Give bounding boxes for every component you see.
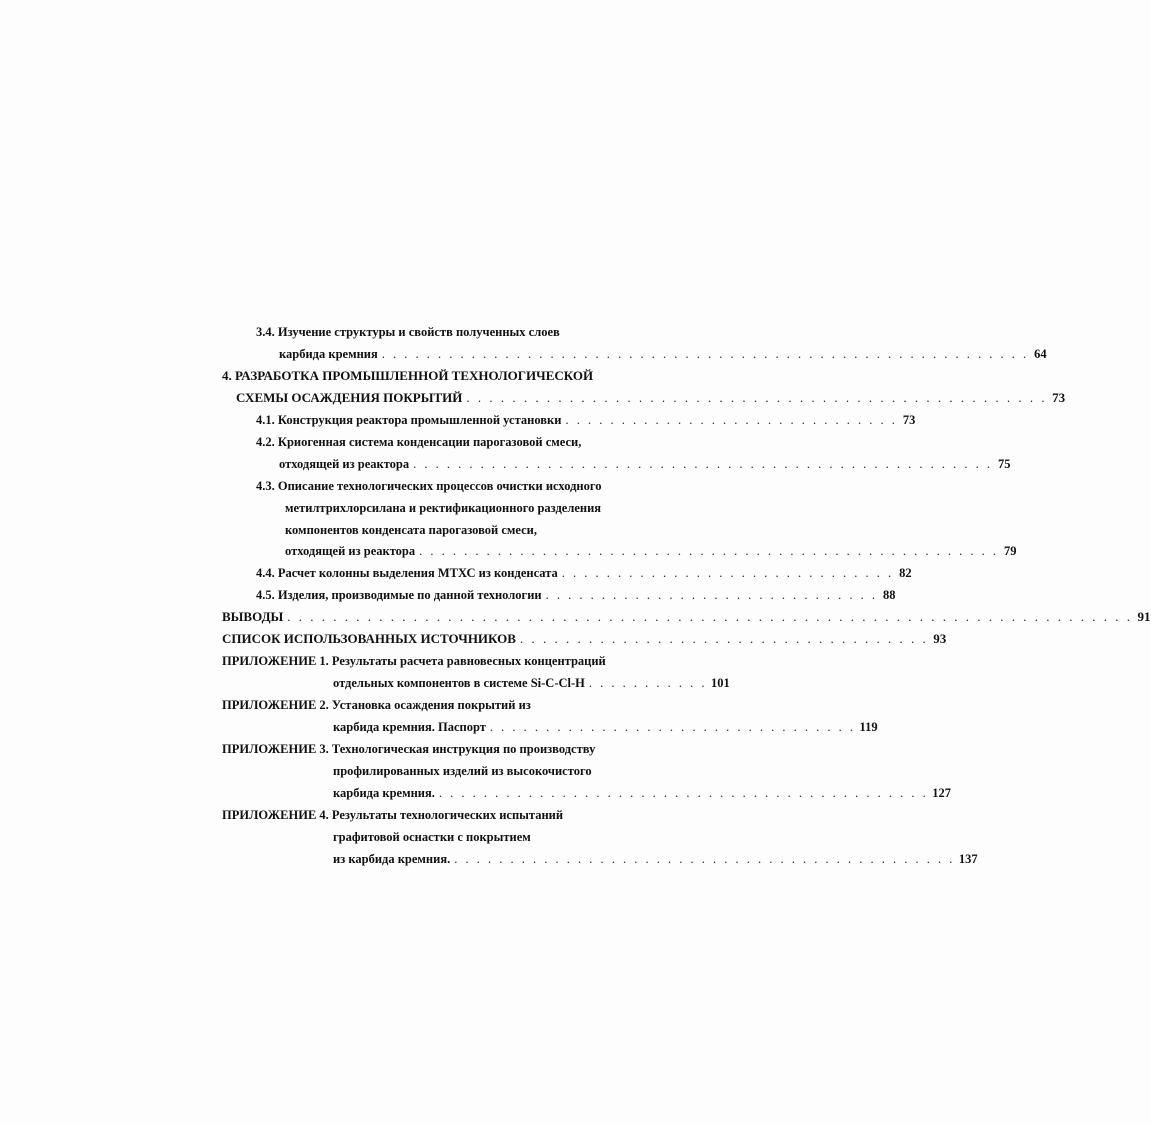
dot-leader: . . . . . . . . . . . . . . . . . . . . . . . . . . . . . . . . . . . . . . . . . . . . . . . . . . . . . . . . . . . . . . . . . . . . . . . . . . [287,609,1133,624]
toc-entry-text: СХЕМЫ ОСАЖДЕНИЯ ПОКРЫТИЙ [236,390,463,405]
dot-leader: . . . . . . . . . . . . . . . . . . . . . . . . . . . . . . [561,566,894,580]
toc-page-number: 101 [711,676,730,690]
toc-line [285,520,537,540]
toc-line [333,673,730,693]
toc-line [279,454,1011,474]
toc-line [236,388,1066,408]
dot-leader: . . . . . . . . . . . . . . . . . . . . . . . . . . . . . . [545,588,878,602]
toc-line [222,651,606,671]
dot-leader: . . . . . . . . . . . . . . . . . . . . . . . . . . . . . . [565,413,898,427]
toc-line [256,476,601,496]
toc-page-number: 127 [932,786,951,800]
dot-leader: . . . . . . . . . . . . . . . . . . . . . . . . . . . . . . . . . [489,720,856,734]
toc-entry-text: 3.4. Изучение структуры и свойств полученных слоев [256,325,560,339]
toc-page-number: 137 [958,852,978,866]
toc-page-number: 119 [859,720,878,734]
toc-line [285,541,1017,561]
toc-page-number: 64 [1034,347,1047,361]
toc-entry-text: 4.1. Конструкция реактора промышленной установки [256,413,562,427]
toc-entry-text: 4.5. Изделия, производимые по данной технологии [256,588,542,602]
toc-entry-text: ПРИЛОЖЕНИЕ 3. Технологическая инструкция по производству [222,742,596,756]
toc-page-number: 91 [1137,609,1151,624]
toc-entry-text: ВЫВОДЫ [222,609,284,624]
toc-entry-text: 4.2. Криогенная система конденсации парогазовой смеси, [256,435,582,449]
toc-entry-text: карбида кремния. Паспорт [333,720,486,734]
toc-entry-text: компонентов конденсата парогазовой смеси, [285,523,537,537]
toc-line [333,761,592,781]
toc-line [222,629,947,649]
toc-page-number: 79 [1004,544,1017,558]
toc-line [285,498,601,518]
toc-line [333,827,531,847]
toc-line [222,607,1151,627]
toc-line [333,783,951,803]
toc-line [222,366,593,386]
toc-page-number: 93 [933,631,947,646]
toc-entry-text: графитовой оснастки с покрытием [333,830,531,844]
toc-page-number: 82 [899,566,912,580]
dot-leader: . . . . . . . . . . . [588,676,707,690]
toc-entry-text: 4.4. Расчет колонны выделения МТХС из конденсата [256,566,558,580]
toc-entry-text: 4.3. Описание технологических процессов очистки исходного [256,479,602,493]
toc-entry-text: карбида кремния. [333,786,435,800]
dot-leader: . . . . . . . . . . . . . . . . . . . . . . . . . . . . . . . . . . . . . . . . . . . . [438,786,929,800]
toc-entry-text: карбида кремния [279,347,378,361]
toc-entry-text: метилтрихлорсилана и ректификационного разделения [285,501,602,515]
toc-line [222,805,563,825]
toc-line [279,344,1047,364]
toc-entry-text: отдельных компонентов в системе Si-C-Cl-H [333,676,585,690]
toc-line [256,432,581,452]
dot-leader: . . . . . . . . . . . . . . . . . . . . . . . . . . . . . . . . . . . . . . . . . . . . . . . . . . . . [419,544,999,558]
toc-line [256,410,916,430]
toc-entry-text: ПРИЛОЖЕНИЕ 1. Результаты расчета равновесных концентраций [222,654,606,668]
toc-line [222,695,531,715]
toc-entry-text: ПРИЛОЖЕНИЕ 2. Установка осаждения покрытий из [222,698,531,712]
toc-line [256,563,912,583]
toc-line [222,739,595,759]
toc-page-number: 73 [1052,390,1066,405]
toc-entry-text: СПИСОК ИСПОЛЬЗОВАННЫХ ИСТОЧНИКОВ [222,631,516,646]
dot-leader: . . . . . . . . . . . . . . . . . . . . . . . . . . . . . . . . . . . . [519,631,929,646]
toc-entry-text: отходящей из реактора [279,457,410,471]
toc-entry-text: 4. РАЗРАБОТКА ПРОМЫШЛЕННОЙ ТЕХНОЛОГИЧЕСКОЙ [222,368,594,383]
toc-line [256,322,560,342]
toc-entry-text: из карбида кремния. [333,852,451,866]
dot-leader: . . . . . . . . . . . . . . . . . . . . . . . . . . . . . . . . . . . . . . . . . . . . . [454,852,955,866]
toc-entry-text: отходящей из реактора [285,544,416,558]
toc-line [256,585,896,605]
toc-entry-text: ПРИЛОЖЕНИЕ 4. Результаты технологических испытаний [222,808,564,822]
toc-entry-text: профилированных изделий из высокочистого [333,764,592,778]
toc-page-number: 73 [902,413,916,427]
dot-leader: . . . . . . . . . . . . . . . . . . . . . . . . . . . . . . . . . . . . . . . . . . . . . . . . . . . . . . . . . . [381,347,1029,361]
toc-line [333,849,978,869]
toc-page-number: 88 [882,588,896,602]
toc-page-number: 75 [998,457,1011,471]
dot-leader: . . . . . . . . . . . . . . . . . . . . . . . . . . . . . . . . . . . . . . . . . . . . . . . . . . . . [413,457,993,471]
toc-line [333,717,878,737]
dot-leader: . . . . . . . . . . . . . . . . . . . . . . . . . . . . . . . . . . . . . . . . . . . . . . . . . . . [466,390,1048,405]
